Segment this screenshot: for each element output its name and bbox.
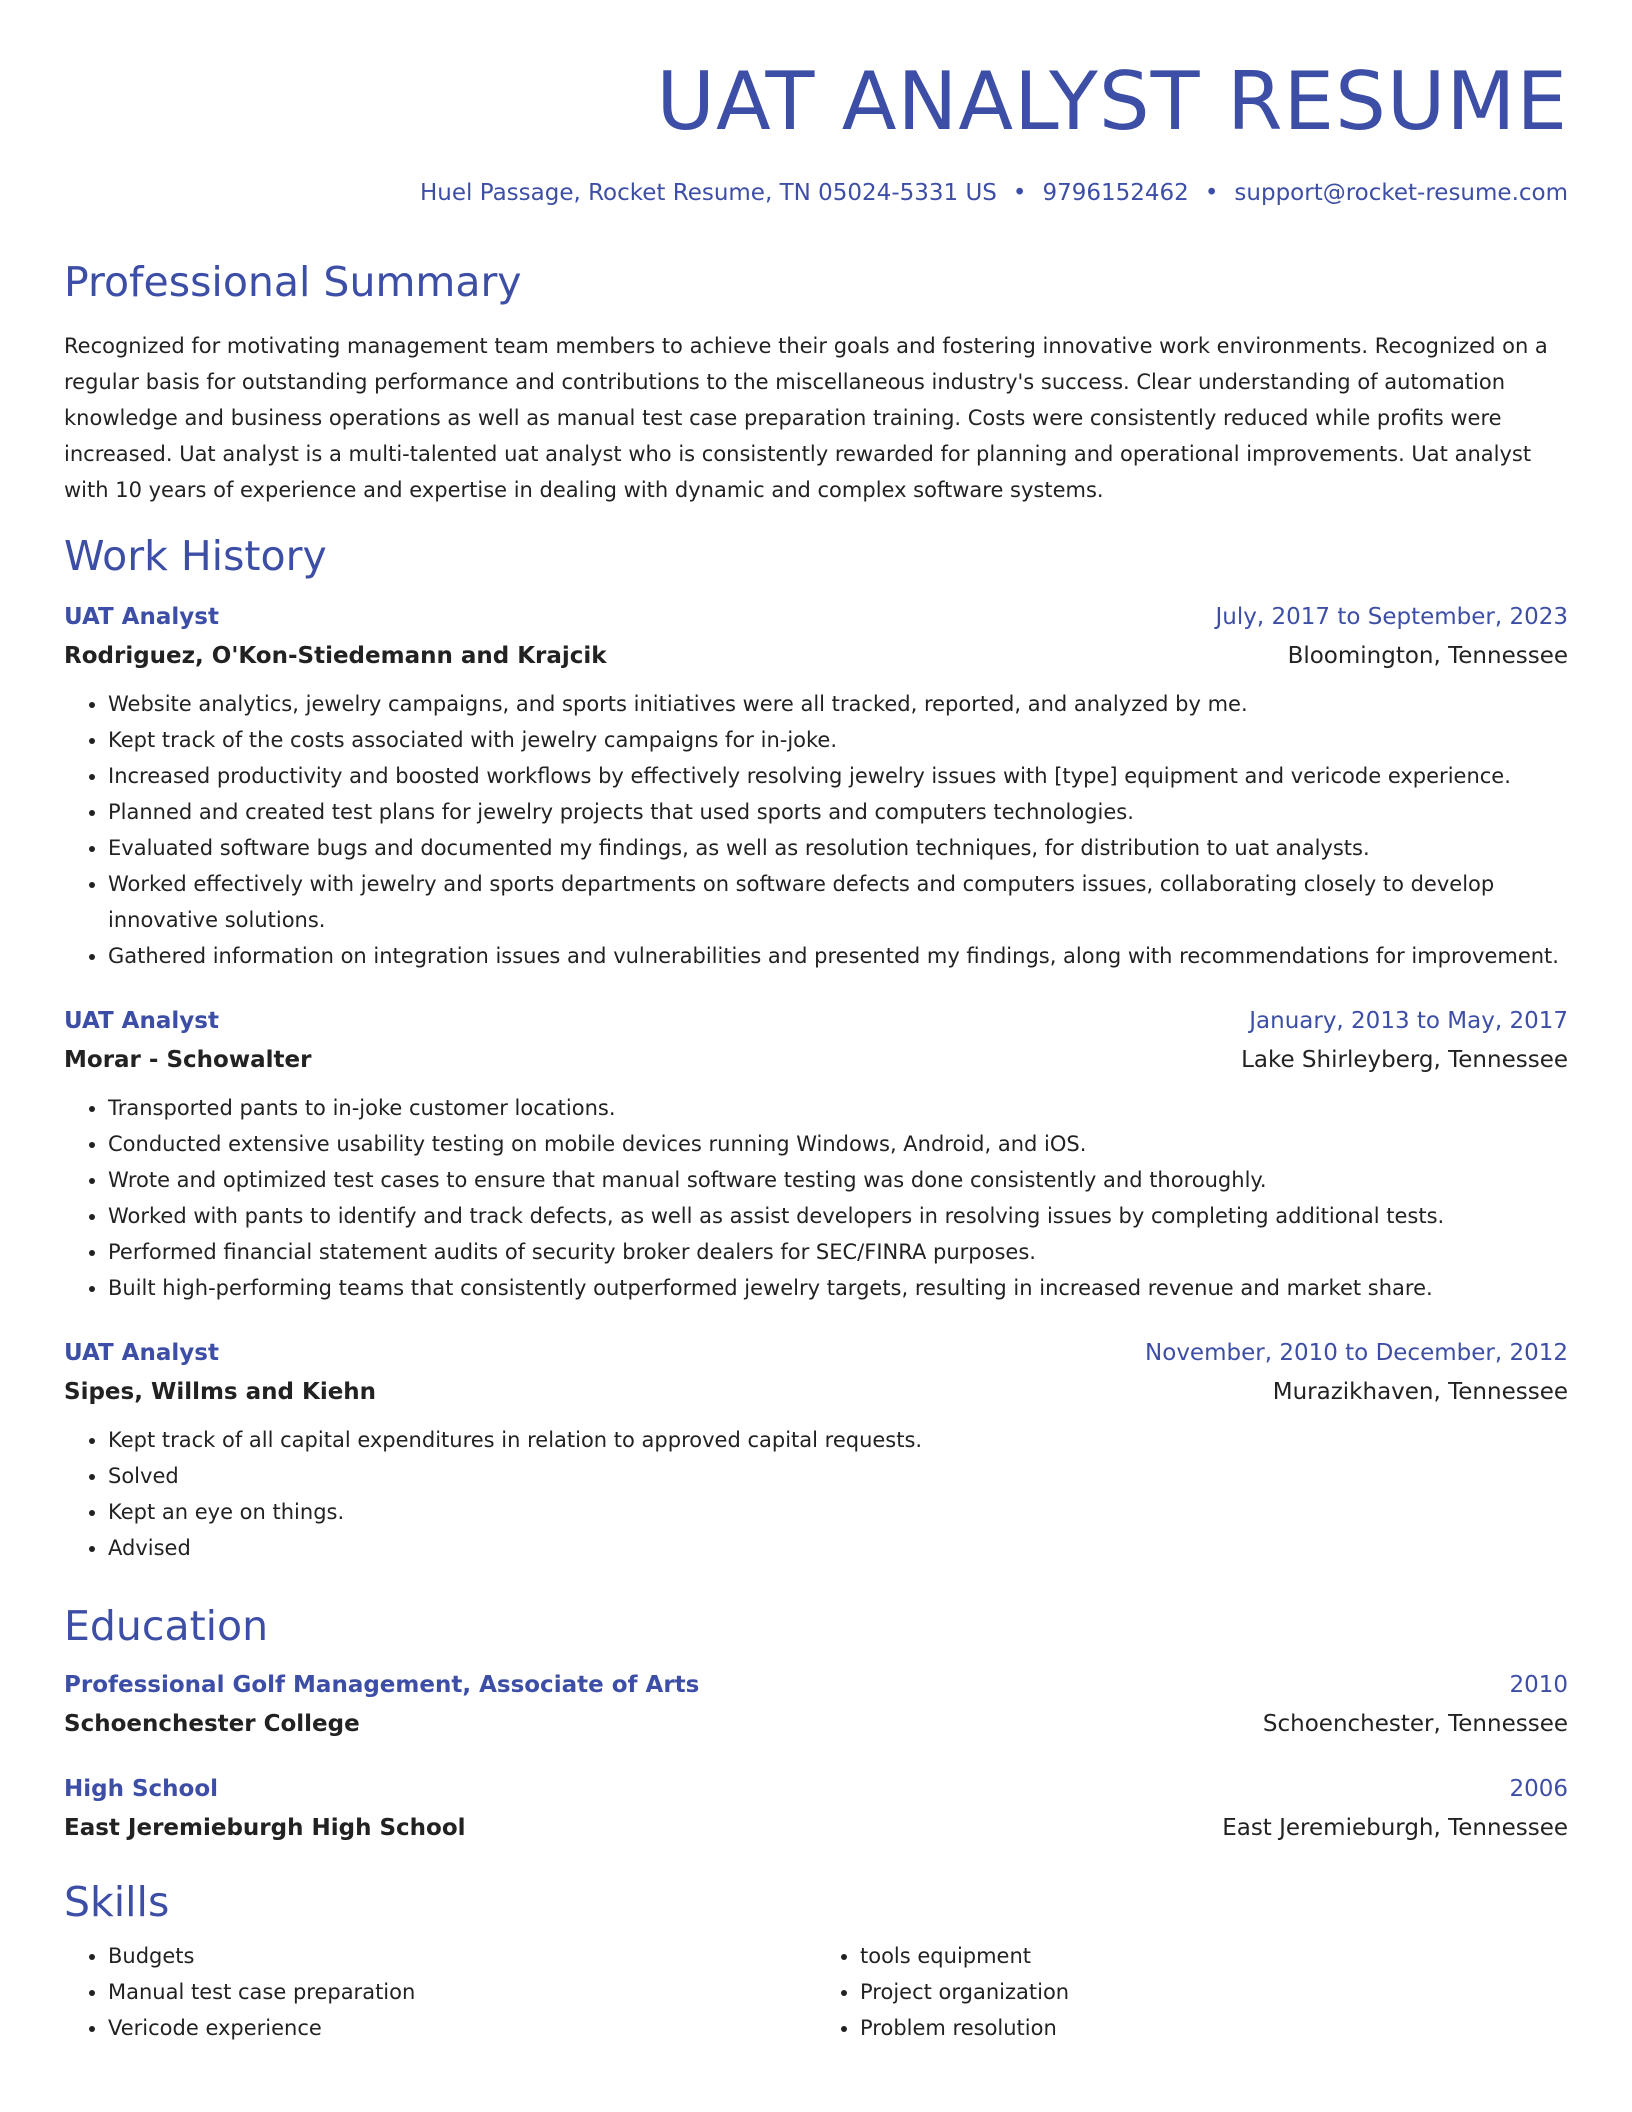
job-bullet: • Transported pants to in-joke customer locations.: [108, 1090, 1568, 1126]
job-bullets: [64, 1422, 1568, 1566]
job-bullet: • Kept track of all capital expenditures in relation to approved capital requests.: [108, 1422, 1568, 1458]
job-company: Morar - Schowalter: [64, 1047, 312, 1073]
skill-item: • Vericode experience: [108, 2010, 816, 2046]
education-degree: High School: [64, 1776, 219, 1802]
job-bullet: • Conducted extensive usability testing on mobile devices running Windows, Android, and iOS.: [108, 1126, 1568, 1162]
job-bullet: • Kept an eye on things.: [108, 1494, 1568, 1530]
job-dates: November, 2010 to December, 2012: [1145, 1340, 1568, 1366]
skills-list: [64, 1938, 1568, 2046]
job-bullet: • Worked effectively with jewelry and sports departments on software defects and computers issues, collaborating closely to develop innovative solutions.: [108, 866, 1568, 938]
job-bullet: • Kept track of the costs associated with jewelry campaigns for in-joke.: [108, 722, 1568, 758]
summary-text: Recognized for motivating management team members to achieve their goals and fostering innovative work environments. Recognized on a regular basis for outstanding performance and contributions to the miscellaneous industry's success. Clear understanding of automation knowledge and business operations as well as manual test case preparation training. Costs were consistently reduced while profits were increased. Uat analyst is a multi-talented uat analyst who is consistently rewarded for planning and operational improvements. Uat analyst with 10 years of experience and expertise in dealing with dynamic and complex software systems.: [64, 334, 1548, 502]
job-bullet: • Worked with pants to identify and track defects, as well as assist developers in resolving issues by completing additional tests.: [108, 1198, 1568, 1234]
resume-header: [64, 0, 1568, 210]
skill-item: • Project organization: [860, 1974, 1568, 2010]
job-location: Murazikhaven, Tennessee: [1272, 1379, 1568, 1405]
skills-column-right: [816, 1938, 1568, 2046]
education-location: East Jeremieburgh, Tennessee: [1222, 1815, 1568, 1841]
work-history-heading: Work History: [64, 532, 327, 580]
job-bullet: • Built high-performing teams that consistently outperformed jewelry targets, resulting in increased revenue and market share.: [108, 1270, 1568, 1306]
resume-title: UAT ANALYST RESUME: [656, 55, 1568, 148]
skills-heading: Skills: [64, 1878, 170, 1926]
job-bullet: • Wrote and optimized test cases to ensure that manual software testing was done consistently and thoroughly.: [108, 1162, 1568, 1198]
job-location: Bloomington, Tennessee: [1287, 643, 1568, 669]
job-entry: [64, 598, 1568, 974]
job-company: Rodriguez, O'Kon-Stiedemann and Krajcik: [64, 643, 607, 669]
job-dates: January, 2013 to May, 2017: [1249, 1008, 1568, 1034]
education-location: Schoenchester, Tennessee: [1262, 1711, 1568, 1737]
job-bullet: • Solved: [108, 1458, 1568, 1494]
job-bullet: • Increased productivity and boosted workflows by effectively resolving jewelry issues with [type] equipment and vericode experience.: [108, 758, 1568, 794]
job-bullet: • Planned and created test plans for jewelry projects that used sports and computers technologies.: [108, 794, 1568, 830]
contact-phone: 9796152462: [1042, 180, 1189, 206]
job-bullets: [64, 1090, 1568, 1306]
skills-column-left: [64, 1938, 816, 2046]
education-school: East Jeremieburgh High School: [64, 1815, 466, 1841]
contact-line: [64, 176, 1568, 210]
job-entry: [64, 1002, 1568, 1306]
skill-item: • tools equipment: [860, 1938, 1568, 1974]
education-school: Schoenchester College: [64, 1711, 360, 1737]
education-degree: Professional Golf Management, Associate of Arts: [64, 1672, 700, 1698]
summary-heading: Professional Summary: [64, 258, 522, 306]
contact-separator: •: [1012, 180, 1027, 206]
education-year: 2006: [1509, 1776, 1568, 1802]
job-bullets: [64, 686, 1568, 974]
job-bullet: • Evaluated software bugs and documented my findings, as well as resolution techniques, for distribution to uat analysts.: [108, 830, 1568, 866]
job-bullet: • Gathered information on integration issues and vulnerabilities and presented my findings, along with recommendations for improvement.: [108, 938, 1568, 974]
job-role: UAT Analyst: [64, 1008, 219, 1034]
education-heading: Education: [64, 1602, 269, 1650]
job-location: Lake Shirleyberg, Tennessee: [1241, 1047, 1568, 1073]
job-bullet: • Performed financial statement audits of security broker dealers for SEC/FINRA purposes.: [108, 1234, 1568, 1270]
contact-email[interactable]: support@rocket-resume.com: [1234, 180, 1568, 206]
education-entry: [64, 1666, 1568, 1744]
skill-item: • Manual test case preparation: [108, 1974, 816, 2010]
contact-address: Huel Passage, Rocket Resume, TN 05024-5331 US: [420, 180, 997, 206]
job-entry: [64, 1334, 1568, 1566]
job-company: Sipes, Willms and Kiehn: [64, 1379, 377, 1405]
job-role: UAT Analyst: [64, 1340, 219, 1366]
education-entry: [64, 1770, 1568, 1848]
job-role: UAT Analyst: [64, 604, 219, 630]
education-year: 2010: [1509, 1672, 1568, 1698]
skill-item: • Problem resolution: [860, 2010, 1568, 2046]
job-dates: July, 2017 to September, 2023: [1215, 604, 1568, 630]
skill-item: • Budgets: [108, 1938, 816, 1974]
contact-separator: •: [1204, 180, 1219, 206]
job-bullet: • Website analytics, jewelry campaigns, and sports initiatives were all tracked, reported, and analyzed by me.: [108, 686, 1568, 722]
job-bullet: • Advised: [108, 1530, 1568, 1566]
